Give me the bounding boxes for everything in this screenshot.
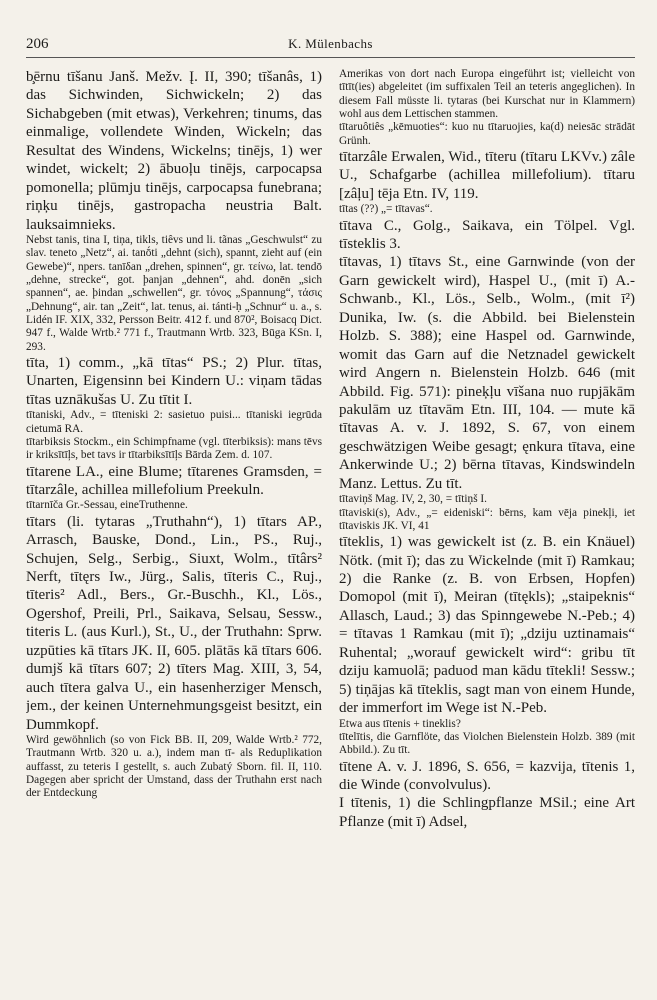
two-column-body bbox=[26, 68, 635, 998]
entry-paragraph: b̧ērnu tīšanu Janš. Mežv. Į. II, 390; tīšanâs, 1) das Sichwinden, Sichwickeln; 2) das Sichabgeben (mit etwas), Verkehren; tinums, das einmalige, vollendete Winden, Wickeln; das Resultat des Windens, Wickelns; tinējs, 1) wer windet, wickelt; 2) ābuoļu tinējs, carpocapsa pomonella; plūmju tinējs, carpocapsa funebrana; riņķu tinējs, gastropacha neustria Balt. lauksaimnieks. bbox=[26, 69, 322, 233]
entry-paragraph: tītaviski(s), Adv., „= eideniski“: bērns, kam vēja pinekļi, iet tītaviskis JK. VI, 41 bbox=[339, 506, 635, 532]
entry-paragraph: tītaviņš Mag. IV, 2, 30, = tītiņš I. bbox=[339, 493, 488, 506]
page-header bbox=[26, 36, 635, 58]
entry-paragraph: tītene A. v. J. 1896, S. 656, = kazvija, tītenis 1, die Winde (convolvulus). bbox=[339, 758, 635, 793]
entry-paragraph: tītaniski, Adv., = tīteniski 2: sasietuo puisi... tītaniski iegrūda cietumā RA. bbox=[26, 409, 322, 435]
entry-paragraph: tītarene LA., eine Blume; tītarenes Gramsden, = tītarzâle, achillea millefolium Preekuln. bbox=[26, 463, 322, 498]
right-column bbox=[339, 68, 635, 998]
entry-paragraph: tītars (li. tytaras „Truthahn“), 1) tītars AP., Arrasch, Bauske, Dond., Lin., PS., Ruj., Schujen, Selg., Serbig., Siuxt, Wolm., tītârs² Nerft, tītęrs Iw., Jürg., Salis, tīteris C., Ruj., tīteris² Adl., Bers., Gr.-Buschh., Kl., Lös., Ogershof, Preili, Prl., Saikava, Selsau, Sessw., titeris L. (aus Kurl.), St., U., der Truthahn: Sprw. uzpūties kā tītars JK. II, 605. plātās kā tītars 606. dumjš kā tītars 607; 2) tīters Mag. XIII, 3, 54, auch tītera galva U., ein hasenherziger Mensch, jem., der keinen Unternehmungsgeist besitzt, ein Dummkopf. bbox=[26, 513, 322, 733]
entry-paragraph: tītas (??) „= tītavas“. bbox=[339, 203, 433, 216]
entry-paragraph: tītelītis, die Garnflöte, das Violchen Bielenstein Holzb. 389 (mit Abbild.). Zu tīt. bbox=[339, 730, 635, 757]
left-column bbox=[26, 68, 322, 998]
entry-paragraph: Etwa aus tītenis + tineklis? bbox=[339, 717, 461, 730]
running-head: K. Mülenbachs bbox=[288, 36, 373, 51]
entry-paragraph: tītarzâle Erwalen, Wid., tīteru (tītaru LKVv.) zâle U., Schafgarbe (achillea millefolium). tītaru [zâļu] tēja Etn. IV, 119. bbox=[339, 148, 635, 202]
entry-paragraph: tīta, 1) comm., „kā tītas“ PS.; 2) Plur. tītas, Unarten, Eigensinn bei Kindern U.: viņam tādas tītas uznākušas U. Zu tītit I. bbox=[26, 354, 322, 408]
entry-paragraph: Amerikas von dort nach Europa eingeführt ist; vielleicht von tītīt(ies) abgeleitet (im suffixalen Teil an teteris angeglichen). In diesem Fall müsste li. tytaras (bei Kurschat nur in Klammern) wohl aus dem Lettischen stammen. bbox=[339, 68, 635, 120]
entry-paragraph: tītavas, 1) tītavs St., eine Garnwinde (von der Garn gewickelt wird), Haspel U., (mit ī) A.-Schwanb., Kl., Lös., Selb., Wolm., (mit ī²) Dunika, Iw. (s. die Abbild. bei Bielenstein Holzb. S. 388); eine Haspel od. Garnwinde, womit das Garn auf die Netznadel gewickelt wird Angern n. Bielenstein Holzb. 646 (mit Abbild. Fig. 571): pineķļu vīšana nuo rupjākām pakulām uz tītavām Etn. III, 104. — mute kā tītavas A. v. J. 1892, S. 67, von einem geschwätzigen Weibe gesagt; ęnkura tītava, eine Ankerwinde U.; 2) bērna tītavas, Kindswindeln Manz. Lettus. Zu tīt. bbox=[339, 254, 635, 492]
entry-paragraph: tītarbiksis Stockm., ein Schimpfname (vgl. tīterbiksis): mans tēvs ir kriksītīļs, bet tavs ir tītarbiksītīļs Bārda Zem. d. 107. bbox=[26, 435, 322, 462]
page-number: 206 bbox=[26, 36, 49, 52]
entry-paragraph: I tītenis, 1) die Schlingpflanze MSil.; eine Art Pflanze (mit ī) Adsel, bbox=[339, 795, 635, 830]
entry-paragraph: Nebst tanis, tina I, tiņa, tikls, tiêvs und li. tãnas „Geschwulst“ zu slav. teneto „Netz“, ai. tanṓti „dehnt (sich), spannt, zieht auf (ein Gewebe)“, npers. tanīδan „drehen, spinnen“, gr. τείνω, lat. tendō „dehne, strecke“, got. þanjan „dehnen“, ahd. donēn „sich spannen“, ae. þindan „schwellen“, gr. τόνος „Spannung“, τάσις „Dehnung“, air. tan „Zeit“, lat. tenus, ai. tánti-ḥ „Schnur“ u. a., s. Lidén IF. XIX, 332, Persson Beitr. 412 f. und 870², Boisacq Dict. 947 f., Walde Wrtb.² 771 f., Trautmann Wrtb. 323, Būga KSn. I, 293. bbox=[26, 233, 322, 353]
entry-paragraph: tītarnīča Gr.-Sessau, eineTruthenne. bbox=[26, 499, 188, 512]
entry-paragraph: tītaruôtiês „kēmuoties“: kuo nu tītaruojies, ka(d) neiesāc strādāt Grünh. bbox=[339, 121, 635, 147]
entry-paragraph: tīteklis, 1) was gewickelt ist (z. B. ein Knäuel) Nötk. (mit ī); das zu Wickelnde (mit ī) Ramkau; 2) die Ranke (z. B. von Erbsen, Hopfen) Domopol (mit ī), Meiran (tītękls); „staipeknis“ Allasch, Laud.; 3) das Spinngewebe N.-Peb.; 4) = tītavas 1 Ramkau (mit ī); „dziju uztinamais“ Ruhental; „worauf gewickelt wird“: gribu tīt dziju kamuolā; paduod man kādu tītekli! Sessw.; 5) tiņājas kā tīteklis, sagt man von einem Hunde, der immerfort im Wege ist N.-Peb. bbox=[339, 534, 635, 717]
entry-paragraph: Wird gewöhnlich (so von Fick BB. II, 209, Walde Wrtb.² 772, Trautmann Wrtb. 320 u. a.), indem man tī- als Reduplikation auffasst, zu teteris I gestellt, s. auch Zubatý Sborn. fil. II, 110. Dagegen aber spricht der Umstand, dass der Truthahn erst nach der Entdeckung bbox=[26, 733, 322, 800]
entry-paragraph: tītava C., Golg., Saikava, ein Tölpel. Vgl. tīsteklis 3. bbox=[339, 217, 635, 253]
